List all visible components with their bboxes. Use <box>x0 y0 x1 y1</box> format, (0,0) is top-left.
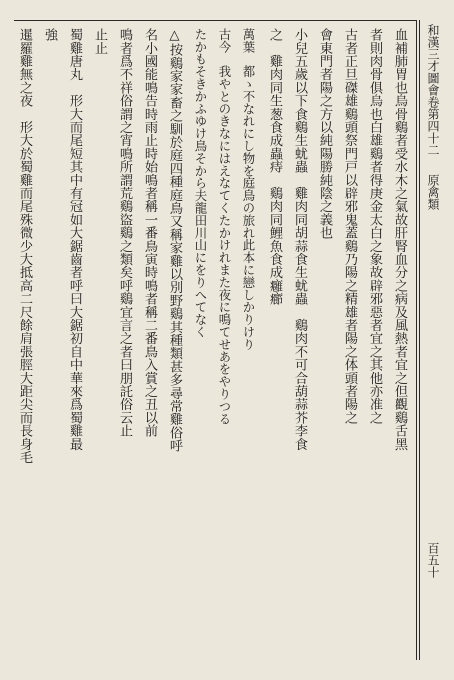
poem-column: たかもそきかふゆけ鳥そから夫龍田川山にをりへてなく <box>193 28 208 338</box>
book-title: 和漢三才圖會卷第四十二 <box>426 24 440 156</box>
section-title: 原禽類 <box>426 174 440 210</box>
text-column: 止止 <box>92 28 107 55</box>
page-number: 百五十 <box>426 542 440 578</box>
text-column: 者則肉骨俱烏也白雄鷄者得庚金太白之象故辟邪惡者宜之其他亦准之 <box>367 28 382 424</box>
top-rule <box>14 20 416 21</box>
text-column: 強 <box>42 28 57 42</box>
text-column: 暹羅雞無之夜 形大於蜀雞而尾殊微少大抵高二尺餘肩張脛大距尖而長身毛 <box>17 28 32 464</box>
text-column: △按鷄家家畜之馴於庭四種庭鳥又稱家雞以別野鷄其種類甚多尋常雞俗呼 <box>167 28 182 453</box>
right-rule-inner <box>419 20 420 660</box>
text-column: 名小國能鳴告時雨止時始鳴者稱一番鳥寅時鳴者稱二番鳥入賞之丑以前 <box>142 28 157 438</box>
text-column: 蜀雞唐丸 形大而尾短其中有冠如大鋸齒者呼曰大鋸初自中華來爲蜀雞最 <box>67 28 82 451</box>
poem-column: 古今 我やとのきなにはえなてくたかけれまた夜に鳴てせあをやりつる <box>217 28 232 425</box>
poem-column: 萬葉 都ゝ不なれにし物を庭鳥の旅れ此本に戀しかりけり <box>241 28 256 351</box>
text-column: 小兒五歲以下食鷄生蚘蟲 雞肉同胡蒜食生蚘蟲 鷄肉不可合葫蒜芥李食 <box>292 28 307 451</box>
text-column: 鳴者爲不祥俗謂之宵鳴所謂荒鷄盜鷄之類矣呼鷄宜言之者曰朋託俗云止 <box>117 28 132 438</box>
text-column: 會東門者陽之方以純陽勝純陰之義也 <box>317 28 332 240</box>
text-column: 古者正旦磔雄鷄頭祭門戸以辟邪鬼蓋鷄乃陽之精雄者陽之体頭者陽之 <box>342 28 357 424</box>
text-column: 血補肺胃也烏骨鷄者受水木之氣故肝腎血分之病及風熱者宜之但觀鷄舌黑 <box>392 28 407 451</box>
right-rule <box>416 20 417 660</box>
running-header <box>421 24 439 210</box>
text-column: 之 雞肉同生葱食成蟲痔 鷄肉同鯉魚食成癰癤 <box>267 28 282 306</box>
